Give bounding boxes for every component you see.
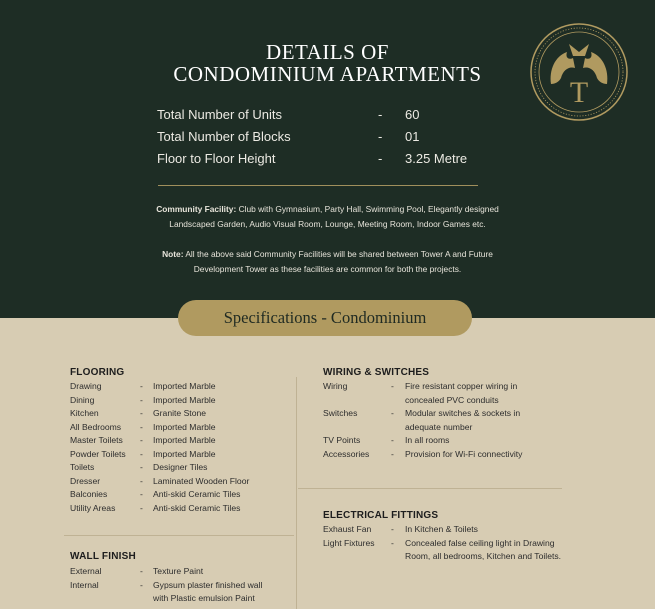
- spec-value-continued: adequate number: [405, 421, 473, 432]
- spec-value: In Kitchen & Toilets: [405, 524, 478, 534]
- list-item: [70, 462, 290, 476]
- spec-label: Drawing: [70, 381, 102, 391]
- note-text: [120, 247, 535, 277]
- community-facility-text: [120, 202, 535, 232]
- spec-label: Utility Areas: [70, 502, 116, 513]
- stat-row: [157, 126, 497, 148]
- spec-value: Designer Tiles: [153, 462, 208, 472]
- spec-dash: -: [140, 394, 143, 405]
- spec-label: TV Points: [323, 435, 361, 445]
- note-label: Note:: [162, 249, 184, 259]
- spec-value-continued: with Plastic emulsion Paint: [153, 593, 255, 603]
- wiring-title: WIRING & SWITCHES: [323, 367, 430, 378]
- spec-value: Imported Marble: [153, 394, 216, 405]
- spec-dash: -: [391, 448, 394, 459]
- spec-label: Switches: [323, 408, 358, 418]
- list-item: [323, 395, 573, 409]
- stat-dash: -: [378, 151, 383, 166]
- list-item: [70, 593, 290, 607]
- spec-label: Dresser: [70, 475, 101, 486]
- spec-dash: -: [140, 435, 143, 445]
- electrical-title: ELECTRICAL FITTINGS: [323, 510, 439, 521]
- list-item: [323, 408, 573, 422]
- stat-value: 3.25 Metre: [405, 151, 468, 166]
- spec-value: Imported Marble: [153, 435, 216, 445]
- spec-value-continued: concealed PVC conduits: [405, 394, 499, 405]
- spec-dash: -: [391, 435, 394, 445]
- spec-value: Granite Stone: [153, 408, 207, 418]
- stat-label: Total Number of Units: [157, 107, 282, 122]
- electrical-list: [323, 524, 583, 565]
- note-line1: All the above said Community Facilities will be shared between Tower A and Future: [183, 249, 493, 259]
- list-item: [70, 449, 290, 463]
- spec-value: Gypsum plaster finished wall: [153, 579, 263, 590]
- spec-label: Accessories: [323, 448, 370, 459]
- specifications-heading: Specifications - Condominium: [178, 300, 472, 336]
- spec-value: Imported Marble: [153, 421, 216, 432]
- page-title-line1: DETAILS OF: [266, 40, 389, 64]
- spec-value: Fire resistant copper wiring in: [405, 381, 518, 391]
- spec-value: Concealed false ceiling light in Drawing: [405, 537, 555, 548]
- list-item: [323, 538, 583, 552]
- column-divider: [296, 377, 297, 609]
- list-item: [323, 435, 573, 449]
- spec-label: Dining: [70, 394, 95, 405]
- spec-value: Texture Paint: [153, 566, 204, 576]
- page-title-line2: CONDOMINIUM APARTMENTS: [173, 62, 482, 86]
- stat-value: 60: [405, 107, 420, 122]
- stat-dash: -: [378, 129, 383, 144]
- spec-label: Master Toilets: [70, 435, 123, 445]
- twin-horse-crest-icon: [529, 22, 629, 122]
- spec-value: In all rooms: [405, 435, 450, 445]
- spec-dash: -: [140, 381, 143, 391]
- spec-label: Wiring: [323, 381, 348, 391]
- spec-dash: -: [140, 502, 143, 513]
- divider: [64, 535, 294, 536]
- spec-label: External: [70, 566, 102, 576]
- spec-dash: -: [140, 489, 143, 499]
- spec-label: All Bedrooms: [70, 421, 122, 432]
- list-item: [70, 408, 290, 422]
- spec-dash: -: [140, 408, 143, 418]
- spec-dash: -: [391, 381, 394, 391]
- stats-list: [157, 104, 497, 170]
- wall-finish-title: WALL FINISH: [70, 551, 136, 562]
- spec-value: Provision for Wi-Fi connectivity: [405, 448, 523, 459]
- spec-dash: -: [140, 421, 143, 432]
- list-item: [70, 395, 290, 409]
- spec-dash: -: [140, 448, 143, 459]
- divider: [298, 488, 562, 489]
- spec-label: Toilets: [70, 462, 95, 472]
- logo-letter: T: [569, 76, 589, 109]
- stat-label: Total Number of Blocks: [157, 129, 291, 144]
- list-item: [70, 489, 290, 503]
- spec-dash: -: [140, 475, 143, 486]
- note-line2: Development Tower as these facilities are common for both the projects.: [193, 264, 462, 274]
- list-item: [323, 551, 583, 565]
- community-label: Community Facility:: [156, 204, 237, 214]
- spec-label: Light Fixtures: [323, 537, 375, 548]
- spec-dash: -: [391, 408, 394, 418]
- spec-dash: -: [391, 537, 394, 548]
- community-line2: Landscaped Garden, Audio Visual Room, Lounge, Meeting Room, Indoor Games etc.: [169, 219, 486, 229]
- list-item: [70, 580, 290, 594]
- spec-label: Exhaust Fan: [323, 524, 372, 534]
- list-item: [70, 503, 290, 517]
- spec-dash: -: [140, 566, 143, 576]
- wiring-list: [323, 381, 573, 462]
- stat-row: [157, 104, 497, 126]
- spec-label: Balconies: [70, 489, 108, 499]
- spec-value: Laminated Wooden Floor: [153, 475, 250, 486]
- spec-label: Internal: [70, 579, 99, 590]
- flooring-list: [70, 381, 290, 516]
- spec-label: Kitchen: [70, 408, 99, 418]
- spec-label: Powder Toilets: [70, 448, 126, 459]
- list-item: [323, 524, 583, 538]
- stat-row: [157, 148, 497, 170]
- spec-value-continued: Room, all bedrooms, Kitchen and Toilets.: [405, 551, 562, 561]
- list-item: [323, 449, 573, 463]
- list-item: [323, 381, 573, 395]
- divider: [158, 185, 478, 186]
- list-item: [323, 422, 573, 436]
- list-item: [70, 422, 290, 436]
- wall-finish-list: [70, 566, 290, 607]
- spec-dash: -: [391, 524, 394, 534]
- community-line1: Club with Gymnasium, Party Hall, Swimming Pool, Elegantly designed: [236, 204, 499, 214]
- spec-value: Imported Marble: [153, 448, 216, 459]
- flooring-title: FLOORING: [70, 367, 125, 378]
- stat-value: 01: [405, 129, 420, 144]
- stat-label: Floor to Floor Height: [157, 151, 276, 166]
- spec-dash: -: [140, 462, 143, 472]
- stat-dash: -: [378, 107, 383, 122]
- list-item: [70, 435, 290, 449]
- spec-dash: -: [140, 579, 143, 590]
- spec-value: Anti-skid Ceramic Tiles: [153, 489, 241, 499]
- list-item: [70, 566, 290, 580]
- spec-value: Modular switches & sockets in: [405, 408, 521, 418]
- list-item: [70, 476, 290, 490]
- spec-value: Anti-skid Ceramic Tiles: [153, 502, 241, 513]
- spec-value: Imported Marble: [153, 381, 216, 391]
- list-item: [70, 381, 290, 395]
